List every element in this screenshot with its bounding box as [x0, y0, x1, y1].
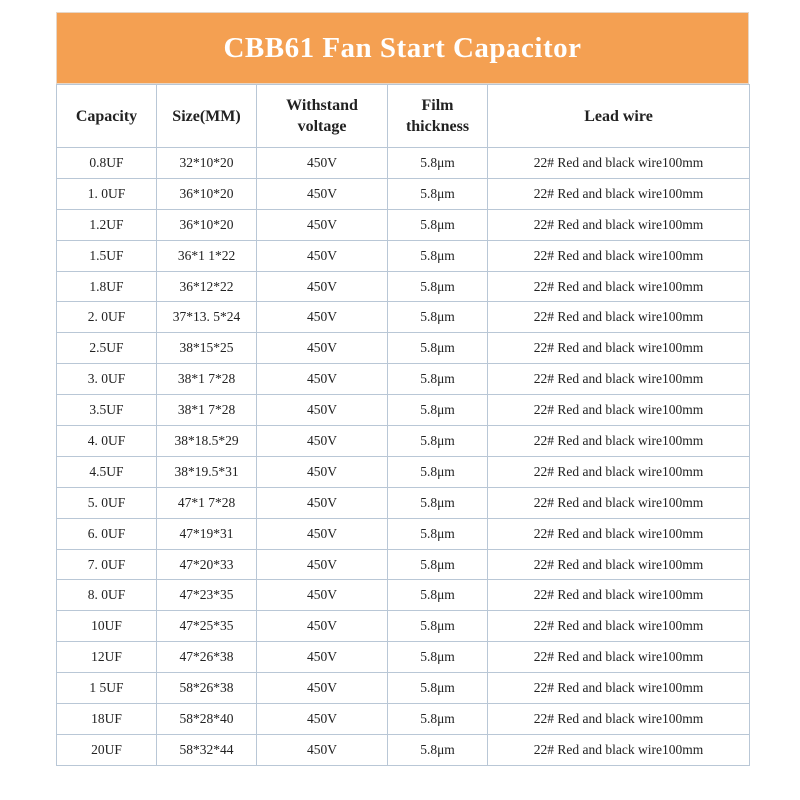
capacity-cell: 6. 0UF [57, 518, 157, 549]
film-thickness-cell: 5.8μm [388, 333, 488, 364]
lead-wire-cell: 22# Red and black wire100mm [488, 734, 750, 765]
voltage-cell: 450V [257, 178, 388, 209]
voltage-cell: 450V [257, 549, 388, 580]
table-row [57, 734, 750, 765]
capacity-cell: 3.5UF [57, 395, 157, 426]
voltage-cell: 450V [257, 704, 388, 735]
table-row [57, 518, 750, 549]
capacity-cell: 8. 0UF [57, 580, 157, 611]
film-thickness-cell: 5.8μm [388, 456, 488, 487]
table-row [57, 364, 750, 395]
spec-sheet [56, 12, 749, 766]
capacity-cell: 2.5UF [57, 333, 157, 364]
voltage-cell: 450V [257, 518, 388, 549]
header-withstand-voltage [257, 85, 388, 148]
table-row [57, 271, 750, 302]
lead-wire-cell: 22# Red and black wire100mm [488, 364, 750, 395]
voltage-cell: 450V [257, 395, 388, 426]
size-cell: 47*20*33 [157, 549, 257, 580]
header-film-thickness [388, 85, 488, 148]
size-cell: 47*1 7*28 [157, 487, 257, 518]
table-row [57, 704, 750, 735]
voltage-cell: 450V [257, 240, 388, 271]
size-cell: 38*1 7*28 [157, 395, 257, 426]
table-row [57, 642, 750, 673]
film-thickness-cell: 5.8μm [388, 704, 488, 735]
header-capacity: Capacity [57, 85, 157, 148]
capacity-cell: 4. 0UF [57, 426, 157, 457]
lead-wire-cell: 22# Red and black wire100mm [488, 704, 750, 735]
voltage-cell: 450V [257, 426, 388, 457]
size-cell: 38*18.5*29 [157, 426, 257, 457]
film-thickness-cell: 5.8μm [388, 364, 488, 395]
voltage-cell: 450V [257, 673, 388, 704]
capacity-cell: 20UF [57, 734, 157, 765]
size-cell: 38*19.5*31 [157, 456, 257, 487]
table-row [57, 673, 750, 704]
size-cell: 47*26*38 [157, 642, 257, 673]
table-row [57, 487, 750, 518]
lead-wire-cell: 22# Red and black wire100mm [488, 240, 750, 271]
table-row [57, 209, 750, 240]
lead-wire-cell: 22# Red and black wire100mm [488, 178, 750, 209]
size-cell: 58*28*40 [157, 704, 257, 735]
table-row [57, 426, 750, 457]
capacity-cell: 1.8UF [57, 271, 157, 302]
lead-wire-cell: 22# Red and black wire100mm [488, 518, 750, 549]
table-row [57, 240, 750, 271]
capacity-cell: 1. 0UF [57, 178, 157, 209]
capacity-cell: 3. 0UF [57, 364, 157, 395]
voltage-cell: 450V [257, 148, 388, 179]
capacity-cell: 1 5UF [57, 673, 157, 704]
film-thickness-cell: 5.8μm [388, 240, 488, 271]
table-row [57, 395, 750, 426]
header-size: Size(MM) [157, 85, 257, 148]
page-title: CBB61 Fan Start Capacitor [56, 12, 749, 84]
table-row [57, 549, 750, 580]
size-cell: 36*1 1*22 [157, 240, 257, 271]
voltage-cell: 450V [257, 580, 388, 611]
film-thickness-cell: 5.8μm [388, 734, 488, 765]
table-row [57, 611, 750, 642]
spec-table [56, 84, 750, 766]
lead-wire-cell: 22# Red and black wire100mm [488, 148, 750, 179]
capacity-cell: 7. 0UF [57, 549, 157, 580]
size-cell: 47*23*35 [157, 580, 257, 611]
size-cell: 47*19*31 [157, 518, 257, 549]
voltage-cell: 450V [257, 271, 388, 302]
film-thickness-cell: 5.8μm [388, 611, 488, 642]
table-row [57, 178, 750, 209]
film-thickness-cell: 5.8μm [388, 271, 488, 302]
film-thickness-cell: 5.8μm [388, 395, 488, 426]
size-cell: 32*10*20 [157, 148, 257, 179]
capacity-cell: 18UF [57, 704, 157, 735]
capacity-cell: 5. 0UF [57, 487, 157, 518]
film-thickness-cell: 5.8μm [388, 209, 488, 240]
size-cell: 58*32*44 [157, 734, 257, 765]
voltage-cell: 450V [257, 456, 388, 487]
table-row [57, 580, 750, 611]
table-row [57, 456, 750, 487]
lead-wire-cell: 22# Red and black wire100mm [488, 333, 750, 364]
size-cell: 58*26*38 [157, 673, 257, 704]
lead-wire-cell: 22# Red and black wire100mm [488, 209, 750, 240]
voltage-cell: 450V [257, 487, 388, 518]
capacity-cell: 10UF [57, 611, 157, 642]
voltage-cell: 450V [257, 333, 388, 364]
film-thickness-cell: 5.8μm [388, 642, 488, 673]
voltage-cell: 450V [257, 364, 388, 395]
size-cell: 47*25*35 [157, 611, 257, 642]
lead-wire-cell: 22# Red and black wire100mm [488, 302, 750, 333]
lead-wire-cell: 22# Red and black wire100mm [488, 611, 750, 642]
size-cell: 38*15*25 [157, 333, 257, 364]
header-row [57, 85, 750, 148]
lead-wire-cell: 22# Red and black wire100mm [488, 642, 750, 673]
capacity-cell: 1.2UF [57, 209, 157, 240]
header-film-thickness-label: Film thickness [405, 97, 470, 135]
size-cell: 36*12*22 [157, 271, 257, 302]
table-row [57, 333, 750, 364]
lead-wire-cell: 22# Red and black wire100mm [488, 580, 750, 611]
voltage-cell: 450V [257, 209, 388, 240]
lead-wire-cell: 22# Red and black wire100mm [488, 271, 750, 302]
lead-wire-cell: 22# Red and black wire100mm [488, 426, 750, 457]
header-lead-wire: Lead wire [488, 85, 750, 148]
voltage-cell: 450V [257, 734, 388, 765]
film-thickness-cell: 5.8μm [388, 148, 488, 179]
voltage-cell: 450V [257, 642, 388, 673]
film-thickness-cell: 5.8μm [388, 487, 488, 518]
voltage-cell: 450V [257, 302, 388, 333]
voltage-cell: 450V [257, 611, 388, 642]
size-cell: 38*1 7*28 [157, 364, 257, 395]
capacity-cell: 0.8UF [57, 148, 157, 179]
capacity-cell: 2. 0UF [57, 302, 157, 333]
film-thickness-cell: 5.8μm [388, 178, 488, 209]
lead-wire-cell: 22# Red and black wire100mm [488, 487, 750, 518]
header-withstand-voltage-label: Withstand voltage [286, 97, 358, 135]
film-thickness-cell: 5.8μm [388, 518, 488, 549]
film-thickness-cell: 5.8μm [388, 673, 488, 704]
size-cell: 36*10*20 [157, 209, 257, 240]
table-row [57, 302, 750, 333]
table-row [57, 148, 750, 179]
lead-wire-cell: 22# Red and black wire100mm [488, 549, 750, 580]
size-cell: 36*10*20 [157, 178, 257, 209]
lead-wire-cell: 22# Red and black wire100mm [488, 395, 750, 426]
capacity-cell: 4.5UF [57, 456, 157, 487]
film-thickness-cell: 5.8μm [388, 549, 488, 580]
lead-wire-cell: 22# Red and black wire100mm [488, 456, 750, 487]
size-cell: 37*13. 5*24 [157, 302, 257, 333]
capacity-cell: 1.5UF [57, 240, 157, 271]
film-thickness-cell: 5.8μm [388, 302, 488, 333]
capacity-cell: 12UF [57, 642, 157, 673]
lead-wire-cell: 22# Red and black wire100mm [488, 673, 750, 704]
film-thickness-cell: 5.8μm [388, 580, 488, 611]
film-thickness-cell: 5.8μm [388, 426, 488, 457]
